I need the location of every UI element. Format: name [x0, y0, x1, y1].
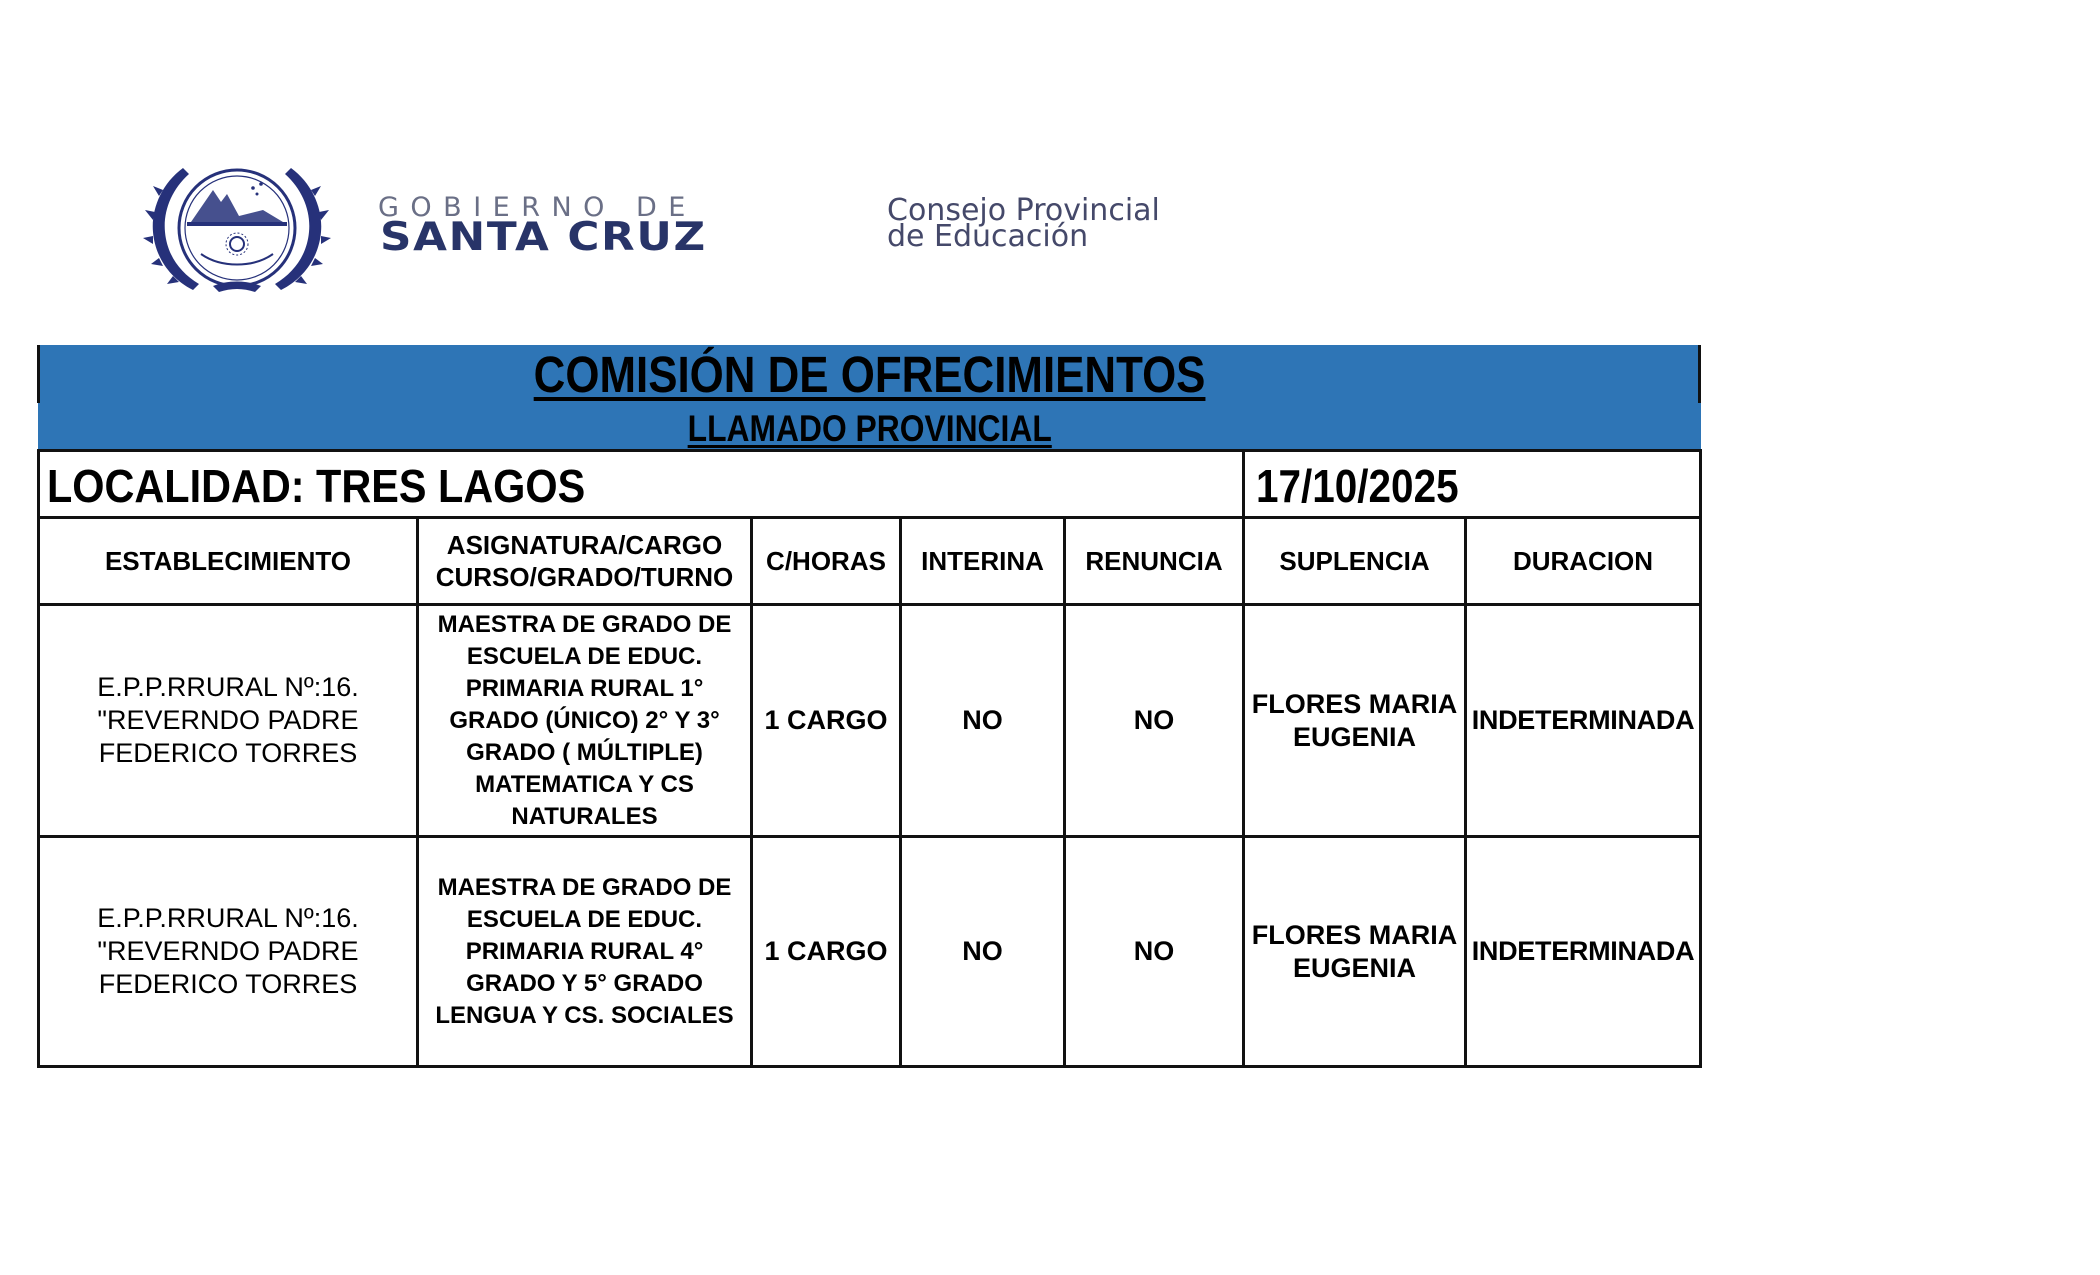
duracion-cell: [1467, 606, 1699, 835]
cell-text: NO: [962, 705, 1003, 735]
cell-text-line: E.P.P.RRURAL Nº:16.: [97, 672, 359, 702]
renuncia-cell: [1066, 606, 1242, 835]
cell-text: NO: [962, 936, 1003, 966]
column-header-interina: [902, 519, 1063, 603]
column-header-suplencia: [1245, 519, 1464, 603]
localidad-label: LOCALIDAD: TRES LAGOS: [47, 460, 586, 512]
column-header-label: INTERINA: [921, 546, 1044, 576]
page-subtitle: [38, 409, 1701, 449]
column-header-label: CURSO/GRADO/TURNO: [435, 562, 734, 592]
cell-text: NO: [1133, 936, 1175, 966]
gobierno-de-label: GOBIERNO DE: [378, 192, 697, 223]
cell-text: NO: [1133, 705, 1175, 735]
column-header-duracion: [1467, 519, 1699, 603]
column-header-c-horas: [753, 519, 899, 603]
page-title: [38, 347, 1701, 403]
asignatura-cell: [419, 606, 750, 835]
column-header-label: SUPLENCIA: [1279, 546, 1430, 576]
cell-text-line: E.P.P.RRURAL Nº:16.: [97, 903, 359, 933]
cell-text-line: ESCUELA DE EDUC.: [466, 642, 703, 670]
santa-cruz-coat-of-arms-icon: [143, 160, 331, 296]
cell-text-line: MATEMATICA Y CS: [475, 770, 694, 798]
cell-text-line: EUGENIA: [1292, 952, 1417, 983]
asignatura-cell: [419, 838, 750, 1065]
date-label: 17/10/2025: [1256, 460, 1459, 512]
grid-line: [38, 449, 1702, 452]
column-header-label: DURACION: [1512, 546, 1654, 576]
cell-text-line: GRADO (ÚNICO) 2° Y 3°: [449, 706, 720, 734]
cell-text-line: ESCUELA DE EDUC.: [466, 905, 703, 933]
column-header-label: ESTABLECIMIENTO: [104, 546, 352, 576]
cell-text-line: GRADO ( MÚLTIPLE): [466, 738, 703, 766]
establecimiento-cell: [40, 838, 416, 1065]
consejo-provincial-label: Consejo Provincial: [887, 193, 1160, 228]
cell-text: 1 CARGO: [764, 936, 888, 966]
cell-text-line: EUGENIA: [1292, 721, 1417, 752]
cell-text-line: FEDERICO TORRES: [98, 738, 358, 768]
cell-text-line: FLORES MARIA: [1251, 919, 1458, 950]
cell-text: INDETERMINADA: [1471, 705, 1695, 735]
cell-text-line: FLORES MARIA: [1251, 688, 1458, 719]
cell-text-line: MAESTRA DE GRADO DE: [437, 873, 732, 901]
grid-line: [1699, 449, 1702, 1068]
column-header-label: ASIGNATURA/CARGO: [446, 530, 723, 560]
cell-text-line: PRIMARIA RURAL 4°: [465, 937, 704, 965]
c-horas-cell: [753, 606, 899, 835]
page-subtitle-text: LLAMADO PROVINCIAL: [687, 408, 1052, 449]
interina-cell: [902, 606, 1063, 835]
cell-text-line: NATURALES: [511, 802, 658, 830]
interina-cell: [902, 838, 1063, 1065]
cell-text-line: "REVERNDO PADRE: [97, 705, 359, 735]
cell-text-line: LENGUA Y CS. SOCIALES: [435, 1001, 734, 1029]
establecimiento-cell: [40, 606, 416, 835]
grid-line: [38, 1065, 1702, 1068]
cell-text-line: GRADO Y 5° GRADO: [466, 969, 703, 997]
cell-text-line: FEDERICO TORRES: [98, 969, 358, 999]
cell-text-line: PRIMARIA RURAL 1°: [465, 674, 704, 702]
santa-cruz-label: SANTA CRUZ: [380, 215, 707, 260]
column-header-renuncia: [1066, 519, 1242, 603]
cell-text-line: "REVERNDO PADRE: [97, 936, 359, 966]
renuncia-cell: [1066, 838, 1242, 1065]
page-title-text: COMISIÓN DE OFRECIMIENTOS: [533, 346, 1206, 403]
de-educacion-label: de Educación: [887, 219, 1089, 254]
column-header-asignatura: [419, 519, 750, 603]
column-header-label: RENUNCIA: [1085, 546, 1223, 576]
column-header-establecimiento: [40, 519, 416, 603]
suplencia-cell: [1245, 606, 1464, 835]
cell-text: INDETERMINADA: [1471, 936, 1695, 966]
duracion-cell: [1467, 838, 1699, 1065]
cell-text-line: MAESTRA DE GRADO DE: [437, 610, 732, 638]
column-header-label: C/HORAS: [766, 546, 886, 576]
c-horas-cell: [753, 838, 899, 1065]
suplencia-cell: [1245, 838, 1464, 1065]
cell-text: 1 CARGO: [764, 705, 888, 735]
